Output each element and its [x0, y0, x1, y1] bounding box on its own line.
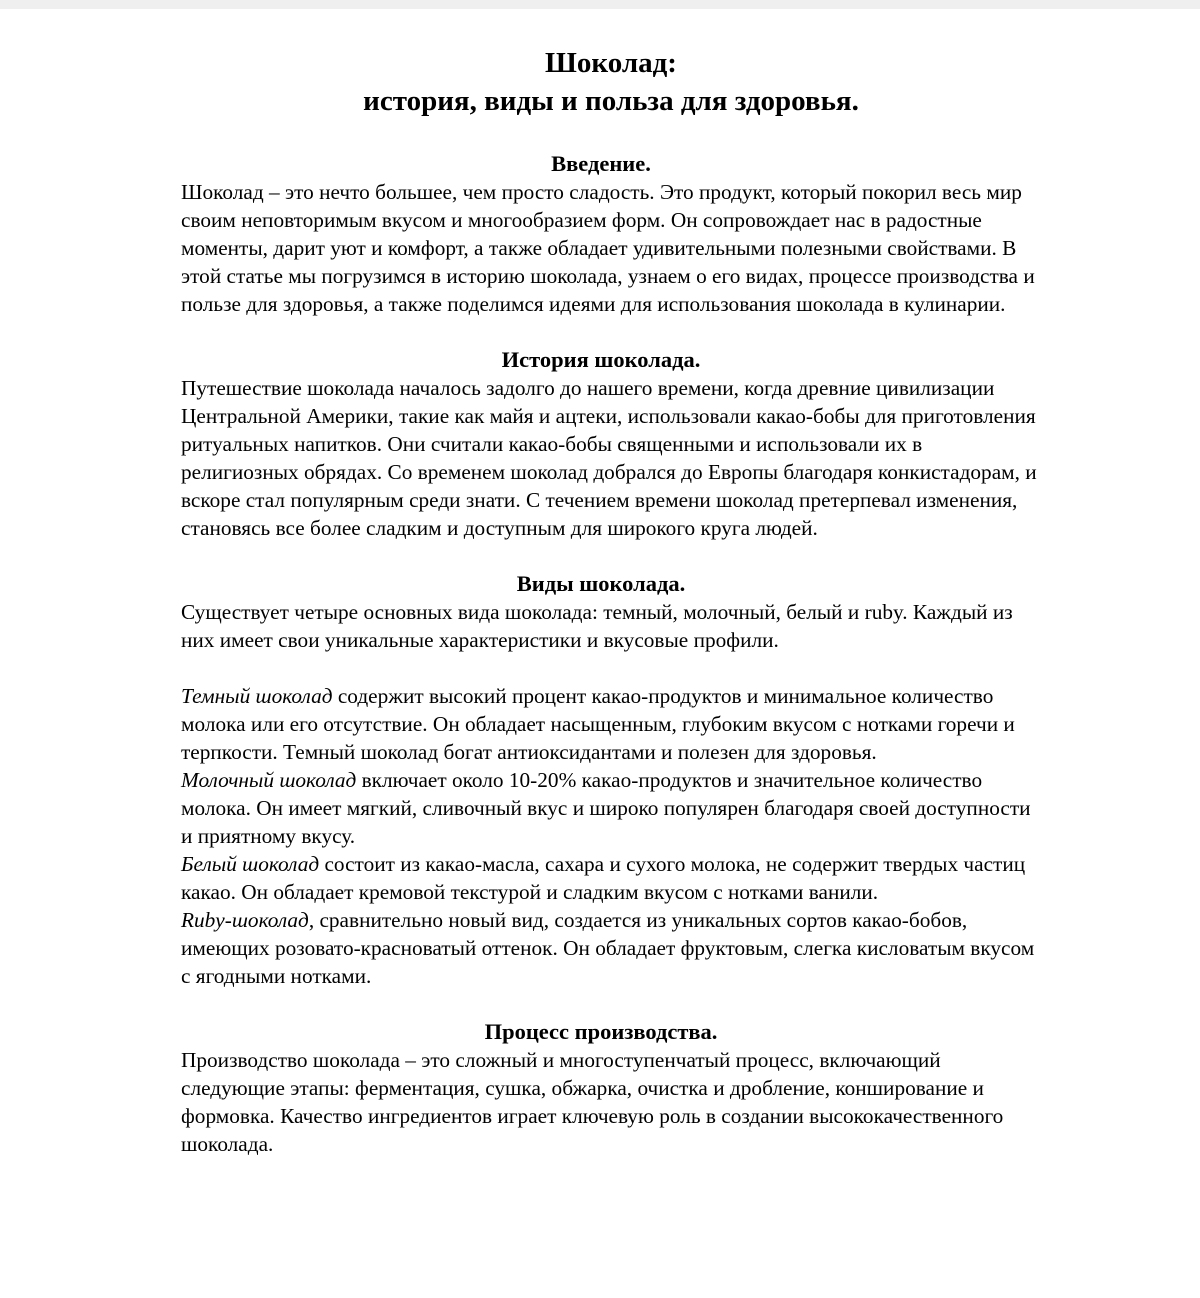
- paragraph-dark-chocolate: [181, 682, 1041, 766]
- paragraph-ruby-chocolate: [181, 906, 1041, 990]
- section-history: [181, 346, 1041, 542]
- term-dark-chocolate: Темный шоколад: [181, 684, 333, 708]
- document-page: [181, 44, 1041, 1158]
- text-ruby-chocolate: , сравнительно новый вид, создается из уникальных сортов какао-бобов, имеющих розовато-красноватый оттенок. Он обладает фруктовым, слегка кисловатым вкусом с ягодными нотками.: [181, 908, 1035, 988]
- text-white-chocolate: состоит из какао-масла, сахара и сухого молока, не содержит твердых частиц какао. Он обладает кремовой текстурой и сладким вкусом с нотками ванили.: [181, 852, 1026, 904]
- paragraph-production: Производство шоколада – это сложный и многоступенчатый процесс, включающий следующие этапы: ферментация, сушка, обжарка, очистка и дробление, конширование и формовка. Качество ингредиентов играет ключевую роль в создании высококачественного шоколада.: [181, 1048, 1004, 1156]
- section-heading-production: Процесс производства.: [484, 1019, 718, 1044]
- paragraph-white-chocolate: [181, 850, 1041, 906]
- term-ruby-chocolate: Ruby-шоколад: [181, 908, 309, 932]
- document-title: [181, 44, 1041, 120]
- spacer: [181, 542, 1041, 570]
- spacer: [181, 990, 1041, 1018]
- spacer: [181, 318, 1041, 346]
- title-line-2: история, виды и польза для здоровья.: [363, 85, 859, 117]
- paragraph-types-intro: Существует четыре основных вида шоколада: темный, молочный, белый и ruby. Каждый из них имеет свои уникальные характеристики и вкусовые профили.: [181, 600, 1013, 652]
- text-dark-chocolate: содержит высокий процент какао-продуктов и минимальное количество молока или его отсутствие. Он обладает насыщенным, глубоким вкусом с нотками горечи и терпкости. Темный шоколад богат антиоксидантами и полезен для здоровья.: [181, 684, 1015, 764]
- section-heading-history: История шоколада.: [501, 347, 701, 372]
- section-production: [181, 1018, 1041, 1158]
- spacer: [181, 654, 1041, 682]
- term-white-chocolate: Белый шоколад: [181, 852, 320, 876]
- paragraph-history: Путешествие шоколада началось задолго до нашего времени, когда древние цивилизации Центральной Америки, такие как майя и ацтеки, использовали какао-бобы для приготовления ритуальных напитков. Они считали какао-бобы священными и использовали их в религиозных обрядах. Со временем шоколад добрался до Европы благодаря конкистадорам, и вскоре стал популярным среди знати. С течением времени шоколад претерпевал изменения, становясь все более сладким и доступным для широкого круга людей.: [181, 376, 1037, 540]
- title-line-1: Шоколад:: [545, 47, 677, 79]
- term-milk-chocolate: Молочный шоколад: [181, 768, 357, 792]
- section-heading-types: Виды шоколада.: [516, 571, 686, 596]
- paragraph-milk-chocolate: [181, 766, 1041, 850]
- paragraph-intro: Шоколад – это нечто большее, чем просто сладость. Это продукт, который покорил весь мир своим неповторимым вкусом и многообразием форм. Он сопровождает нас в радостные моменты, дарит уют и комфорт, а также обладает удивительными полезными свойствами. В этой статье мы погрузимся в историю шоколада, узнаем о его видах, процессе производства и пользе для здоровья, а также поделимся идеями для использования шоколада в кулинарии.: [181, 180, 1035, 316]
- section-types: [181, 570, 1041, 990]
- text-milk-chocolate: включает около 10-20% какао-продуктов и значительное количество молока. Он имеет мягкий, сливочный вкус и широко популярен благодаря своей доступности и приятному вкусу.: [181, 768, 1031, 848]
- top-toolbar-strip: [0, 0, 1200, 9]
- section-intro: [181, 150, 1041, 318]
- spacer: [181, 120, 1041, 150]
- section-heading-intro: Введение.: [551, 151, 651, 176]
